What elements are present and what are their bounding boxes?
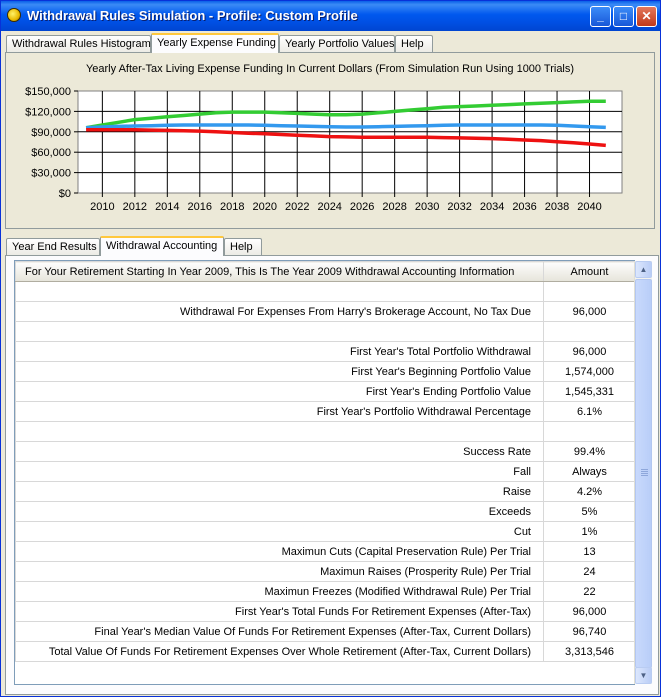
accounting-table [15, 261, 635, 662]
table-row[interactable] [16, 542, 636, 562]
row-amount: 1,574,000 [544, 362, 636, 382]
chart-title: Yearly After-Tax Living Expense Funding In Current Dollars (From Simulation Run Using 1000 Trials) [85, 63, 575, 75]
y-tick-label: $30,000 [31, 167, 71, 180]
row-amount: 96,740 [544, 622, 636, 642]
y-tick-label: $120,000 [25, 106, 71, 119]
row-amount: 96,000 [544, 602, 636, 622]
row-amount: 13 [544, 542, 636, 562]
row-label: Success Rate [16, 442, 544, 462]
thumb-grip [641, 475, 648, 476]
thumb-grip [641, 471, 648, 472]
chart-panel [5, 52, 655, 229]
x-tick-label: 2040 [577, 201, 602, 213]
x-tick-label: 2020 [252, 201, 277, 213]
row-amount: 6.1% [544, 402, 636, 422]
expense-funding-chart [6, 53, 654, 223]
table-row[interactable] [16, 502, 636, 522]
minimize-button[interactable]: _ [590, 6, 611, 27]
row-amount [544, 322, 636, 342]
row-amount: 5% [544, 502, 636, 522]
bottom-tab-strip [1, 236, 660, 256]
row-label [16, 282, 544, 302]
accounting-grid [14, 260, 635, 685]
x-tick-label: 2012 [122, 201, 148, 213]
scroll-down-button[interactable]: ▼ [635, 667, 652, 684]
table-row[interactable] [16, 342, 636, 362]
row-label: Maximun Freezes (Modified Withdrawal Rule) Per Trial [16, 582, 544, 602]
x-tick-label: 2036 [512, 201, 537, 213]
table-row[interactable] [16, 482, 636, 502]
row-amount: Always [544, 462, 636, 482]
table-row[interactable] [16, 562, 636, 582]
row-label: First Year's Ending Portfolio Value [16, 382, 544, 402]
row-label: First Year's Portfolio Withdrawal Percentage [16, 402, 544, 422]
row-label: Maximun Raises (Prosperity Rule) Per Trial [16, 562, 544, 582]
title-bar[interactable] [1, 1, 660, 31]
table-row[interactable] [16, 622, 636, 642]
x-tick-label: 2026 [349, 201, 375, 213]
tab-withdrawal-accounting[interactable]: Withdrawal Accounting [100, 236, 224, 256]
row-amount: 1% [544, 522, 636, 542]
table-row[interactable] [16, 442, 636, 462]
row-label: First Year's Beginning Portfolio Value [16, 362, 544, 382]
table-row[interactable] [16, 322, 636, 342]
top-tab-strip [1, 33, 660, 53]
row-label: Withdrawal For Expenses From Harry's Brokerage Account, No Tax Due [16, 302, 544, 322]
row-amount: 96,000 [544, 342, 636, 362]
close-button[interactable]: ✕ [636, 6, 657, 27]
y-tick-label: $150,000 [25, 86, 71, 98]
scroll-up-button[interactable]: ▲ [635, 261, 652, 278]
x-tick-label: 2028 [382, 201, 407, 213]
table-row[interactable] [16, 602, 636, 622]
row-label: Total Value Of Funds For Retirement Expenses Over Whole Retirement (After-Tax, Current Dollars) [16, 642, 544, 662]
row-amount: 96,000 [544, 302, 636, 322]
row-label: Raise [16, 482, 544, 502]
row-amount: 24 [544, 562, 636, 582]
y-tick-label: $0 [58, 188, 71, 200]
tab-withdrawal-rules-histogram[interactable]: Withdrawal Rules Histogram [6, 35, 151, 52]
grid-header-row [16, 262, 636, 282]
row-amount: 3,313,546 [544, 642, 636, 662]
row-label: Cut [16, 522, 544, 542]
tab-help-bottom[interactable]: Help [224, 238, 262, 255]
table-row[interactable] [16, 522, 636, 542]
table-row[interactable] [16, 282, 636, 302]
x-tick-label: 2014 [155, 201, 180, 213]
row-label: Exceeds [16, 502, 544, 522]
y-tick-label: $60,000 [31, 147, 71, 160]
x-tick-label: 2018 [220, 201, 245, 213]
table-row[interactable] [16, 582, 636, 602]
description-column-header[interactable]: For Your Retirement Starting In Year 2009, This Is The Year 2009 Withdrawal Accounting Information [16, 262, 544, 282]
row-label: Maximun Cuts (Capital Preservation Rule) Per Trial [16, 542, 544, 562]
x-tick-label: 2038 [544, 201, 570, 213]
row-amount: 22 [544, 582, 636, 602]
tab-yearly-expense-funding[interactable]: Yearly Expense Funding [151, 33, 279, 53]
y-tick-label: $90,000 [31, 126, 71, 139]
row-amount: 1,545,331 [544, 382, 636, 402]
table-row[interactable] [16, 402, 636, 422]
x-tick-label: 2024 [317, 201, 342, 213]
table-row[interactable] [16, 362, 636, 382]
x-tick-label: 2016 [187, 201, 213, 213]
row-amount [544, 282, 636, 302]
row-label [16, 422, 544, 442]
row-label: Final Year's Median Value Of Funds For Retirement Expenses (After-Tax, Current Dollars) [16, 622, 544, 642]
x-tick-label: 2010 [90, 201, 115, 213]
vertical-scrollbar[interactable] [634, 261, 652, 684]
x-tick-label: 2022 [284, 201, 310, 213]
x-tick-label: 2030 [414, 201, 440, 213]
window-title: Withdrawal Rules Simulation - Profile: Custom Profile [27, 8, 358, 23]
x-tick-label: 2032 [447, 201, 472, 213]
table-row[interactable] [16, 462, 636, 482]
row-label: First Year's Total Portfolio Withdrawal [16, 342, 544, 362]
table-row[interactable] [16, 422, 636, 442]
tab-help-top[interactable]: Help [395, 35, 433, 52]
amount-column-header[interactable]: Amount [544, 262, 636, 282]
row-amount [544, 422, 636, 442]
row-label [16, 322, 544, 342]
table-row[interactable] [16, 642, 636, 662]
table-row[interactable] [16, 302, 636, 322]
thumb-grip [641, 473, 648, 474]
app-icon[interactable] [7, 8, 21, 22]
x-tick-label: 2034 [479, 201, 505, 213]
tab-year-end-results[interactable]: Year End Results [6, 238, 100, 255]
table-row[interactable] [16, 382, 636, 402]
row-label: First Year's Total Funds For Retirement Expenses (After-Tax) [16, 602, 544, 622]
row-label: Fall [16, 462, 544, 482]
row-amount: 99.4% [544, 442, 636, 462]
scroll-thumb[interactable] [635, 279, 652, 668]
row-amount: 4.2% [544, 482, 636, 502]
tab-yearly-portfolio-values[interactable]: Yearly Portfolio Values [279, 35, 395, 52]
maximize-button[interactable]: □ [613, 6, 634, 27]
thumb-grip [641, 469, 648, 470]
